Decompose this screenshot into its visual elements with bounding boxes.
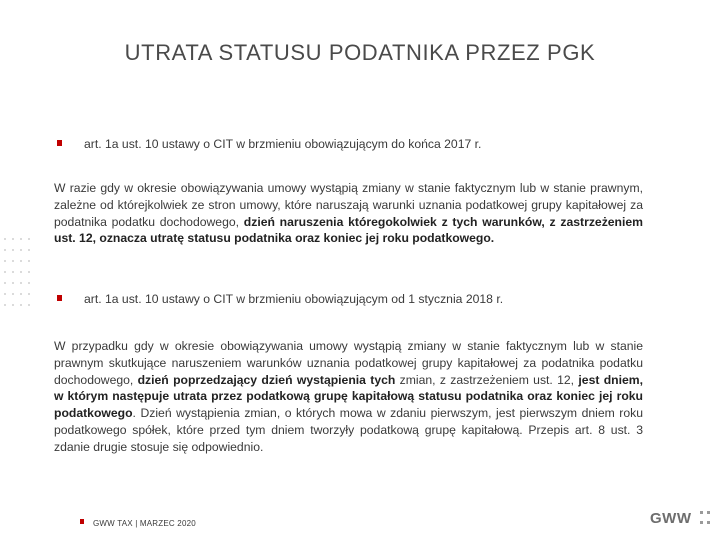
- grid-dot: [4, 271, 6, 273]
- decorative-dot-grid: [4, 238, 36, 316]
- grid-dot: [20, 238, 22, 240]
- grid-dot: [12, 249, 14, 251]
- grid-dot: [4, 282, 6, 284]
- logo-dot-icon: [707, 511, 710, 514]
- logo-dot-icon: [707, 521, 710, 524]
- grid-dot: [28, 249, 30, 251]
- grid-dot: [12, 238, 14, 240]
- paragraph-2-bold-2: jest dniem, w którym następuje utrata przez podatkową grupę kapitałową statusu podatnika oraz koniec jej roku podatkowego: [54, 372, 644, 421]
- paragraph-2-plain-1: W przypadku gdy w okresie obowiązywania umowy wystąpią zmiany w stanie faktycznym lub w stanie prawnym skutkujące naruszeniem warunków uznania podatkowej grupy kapitałowej za podatnika podatku dochodowego,: [54, 339, 643, 387]
- grid-dot: [20, 260, 22, 262]
- paragraph-1-plain: W razie gdy w okresie obowiązywania umowy wystąpią zmiany w stanie faktycznym lub w stanie prawnym, zależne od którejkolwiek ze stron umowy, które naruszają warunki uznania podatkowej grupy kapitałowej za podatnika podatku dochodowego,: [54, 181, 643, 229]
- grid-dot: [4, 238, 6, 240]
- grid-dot: [4, 260, 6, 262]
- grid-dot: [4, 249, 6, 251]
- grid-dot: [20, 249, 22, 251]
- paragraph-1-bold: dzień naruszenia któregokolwiek z tych warunków, z zastrzeżeniem ust. 12, oznacza utratę statusu podatnika oraz koniec jej roku podatkowego.: [54, 214, 644, 246]
- bullet-square-icon: [57, 295, 62, 301]
- grid-dot: [28, 282, 30, 284]
- logo-dot-icon: [700, 511, 703, 514]
- logo-text: GWW: [650, 510, 692, 527]
- grid-dot: [4, 293, 6, 295]
- grid-dot: [20, 293, 22, 295]
- bullet-square-icon: [57, 140, 62, 146]
- logo-dot-icon: [700, 521, 703, 524]
- gww-logo: [650, 508, 714, 532]
- grid-dot: [20, 271, 22, 273]
- footer-text: GWW TAX | MARZEC 2020: [93, 519, 196, 528]
- grid-dot: [28, 271, 30, 273]
- page-title: UTRATA STATUSU PODATNIKA PRZEZ PGK: [124, 40, 596, 65]
- bullet-text-1: art. 1a ust. 10 ustawy o CIT w brzmieniu obowiązującym do końca 2017 r.: [84, 137, 482, 151]
- paragraph-2: [54, 338, 643, 456]
- grid-dot: [12, 293, 14, 295]
- paragraph-2-bold-1: dzień poprzedzający dzień wystąpienia tych: [137, 372, 396, 387]
- grid-dot: [28, 238, 30, 240]
- grid-dot: [12, 304, 14, 306]
- grid-dot: [4, 304, 6, 306]
- grid-dot: [12, 260, 14, 262]
- grid-dot: [12, 271, 14, 273]
- paragraph-1: [54, 180, 643, 247]
- bullet-text-2: art. 1a ust. 10 ustawy o CIT w brzmieniu obowiązującym od 1 stycznia 2018 r.: [84, 292, 504, 306]
- grid-dot: [20, 282, 22, 284]
- footer-square-icon: [80, 519, 84, 524]
- paragraph-2-plain-3: . Dzień wystąpienia zmian, o których mowa w zdaniu pierwszym, jest pierwszym dniem roku podatkowego spółek, które przed tym dniem tworzyły podatkową grupę kapitałową. Przepis art. 8 ust. 3 zdanie drugie stosuje się odpowiednio.: [54, 406, 643, 454]
- paragraph-2-plain-2: zmian, z zastrzeżeniem ust. 12,: [395, 372, 579, 387]
- grid-dot: [20, 304, 22, 306]
- grid-dot: [28, 293, 30, 295]
- grid-dot: [12, 282, 14, 284]
- grid-dot: [28, 260, 30, 262]
- grid-dot: [28, 304, 30, 306]
